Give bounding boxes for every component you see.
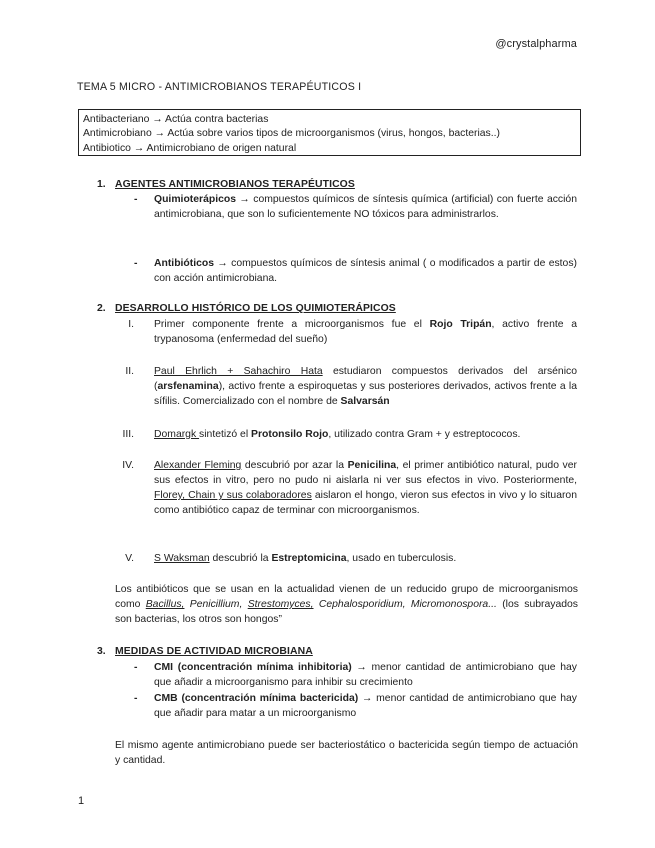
header-brand: @crystalpharma: [495, 38, 577, 50]
text: Los antibióticos que se usan en la actualidad vienen de un reducido grupo de microorganismos como: [115, 584, 578, 610]
bullet-dash: -: [134, 258, 138, 269]
definition-text: → compuestos químicos de síntesis animal ( o modificados a partir de estos) con acción antimicrobiana.: [154, 258, 577, 284]
history-item-1: [154, 317, 577, 347]
antibiotics-origin-paragraph: [115, 582, 578, 627]
text: aislaron el hongo, vieron sus efectos in vivo y lo situaron como antibiótico capaz de terminar con microorganismos.: [154, 490, 577, 516]
activity-closing-paragraph: El mismo agente antimicrobiano puede ser bacteriostático o bactericida según tiempo de actuación y cantidad.: [115, 740, 578, 766]
highlight: Penicilina: [347, 460, 397, 471]
definition-text: → compuestos químicos de síntesis química (artificial) con fuerte acción antimicrobiana, que son lo suficientemente NO tóxicos para administrarlos.: [154, 194, 577, 220]
list-item-quimioterapicos: [154, 192, 577, 222]
text: , utilizado contra Gram + y estreptococos.: [328, 429, 521, 440]
definition-antibacteriano: Antibacteriano → Actúa contra bacterias: [83, 114, 269, 125]
highlight: Estreptomicina: [271, 553, 347, 564]
highlight: Protonsilo Rojo: [251, 429, 329, 440]
section-title: MEDIDAS DE ACTIVIDAD MICROBIANA: [115, 646, 313, 657]
roman-numeral: IV.: [122, 460, 134, 471]
text: , usado en tuberculosis.: [346, 553, 457, 564]
list-item-cmi: [154, 660, 577, 690]
history-item-2: [154, 364, 577, 409]
organism-bacterium: Bacillus,: [145, 599, 185, 610]
section-title: AGENTES ANTIMICROBIANOS TERAPÉUTICOS: [115, 179, 355, 190]
person-names: Alexander Fleming: [154, 460, 242, 471]
definition-text: → menor cantidad de antimicrobiano que hay que añadir para matar a un microorganismo: [154, 693, 577, 719]
person-names: Florey, Chain y sus colaboradores: [154, 490, 312, 501]
list-item-antibioticos: [154, 256, 577, 286]
roman-numeral: II.: [125, 366, 134, 377]
text: ), activo frente a espiroquetas y sus posteriores derivados, activos frente a la sífilis. Comercializado con el nombre de: [154, 381, 577, 407]
bullet-dash: -: [134, 662, 138, 673]
bullet-dash: -: [134, 194, 138, 205]
roman-numeral: V.: [125, 553, 134, 564]
highlight: Rojo Tripán: [429, 319, 492, 330]
definition-antibiotico: Antibiotico → Antimicrobiano de origen natural: [83, 142, 297, 154]
text: descubrió por azar la: [241, 460, 348, 471]
term: CMB (concentración mínima bactericida): [154, 693, 359, 704]
term: Quimioterápicos: [154, 194, 236, 205]
highlight: arsfenamina: [157, 381, 219, 392]
document-title: TEMA 5 MICRO - ANTIMICROBIANOS TERAPÉUTICOS I: [77, 81, 362, 93]
text: , activo frente a trypanosoma (enfermedad del sueño): [154, 319, 577, 345]
history-item-3: [154, 427, 577, 442]
text: descubrió la: [209, 553, 272, 564]
roman-numeral: I.: [128, 319, 134, 330]
person-names: Paul Ehrlich + Sahachiro Hata: [154, 366, 323, 377]
text: , el primer antibiótico natural, pudo ver sus efectos in vitro, pero no pudo ni aislarla ni ver sus efectos in vivo. Posteriormente,: [154, 460, 577, 486]
section-number: 1.: [97, 179, 106, 190]
person-names: Domargk: [154, 429, 200, 440]
history-item-4: [154, 458, 577, 518]
organism-fungus: Cephalosporidium, Micromonospora...: [318, 599, 497, 610]
highlight: Salvarsán: [340, 396, 390, 407]
list-item-cmb: [154, 691, 577, 721]
person-names: S Waksman: [154, 553, 210, 564]
section-number: 2.: [97, 303, 106, 314]
history-item-5: [154, 551, 577, 566]
text: sintetizó el: [199, 429, 252, 440]
definitions-box: [78, 109, 581, 156]
page-number: 1: [78, 795, 85, 807]
definition-antimicrobiano: Antimicrobiano → Actúa sobre varios tipos de microorganismos (virus, hongos, bacterias..): [83, 128, 500, 140]
organism-bacterium: Strestomyces,: [247, 599, 314, 610]
term: CMI (concentración mínima inhibitoria): [154, 662, 352, 673]
term: Antibióticos: [154, 258, 215, 269]
bullet-dash: -: [134, 693, 138, 704]
text: (los subrayados son bacterias, los otros son hongos”: [115, 599, 579, 625]
section-number: 3.: [97, 646, 106, 657]
roman-numeral: III.: [122, 429, 134, 440]
definition-text: → menor cantidad de antimicrobiano que hay que añadir a microorganismo para inhibir su crecimiento: [154, 662, 577, 688]
text: Primer componente frente a microorganismos fue el: [154, 319, 430, 330]
text: estudiaron compuestos derivados del arsénico (: [154, 366, 577, 392]
organism-fungus: Penicillium,: [189, 599, 243, 610]
section-title: DESARROLLO HISTÓRICO DE LOS QUIMIOTERÁPICOS: [115, 303, 396, 314]
